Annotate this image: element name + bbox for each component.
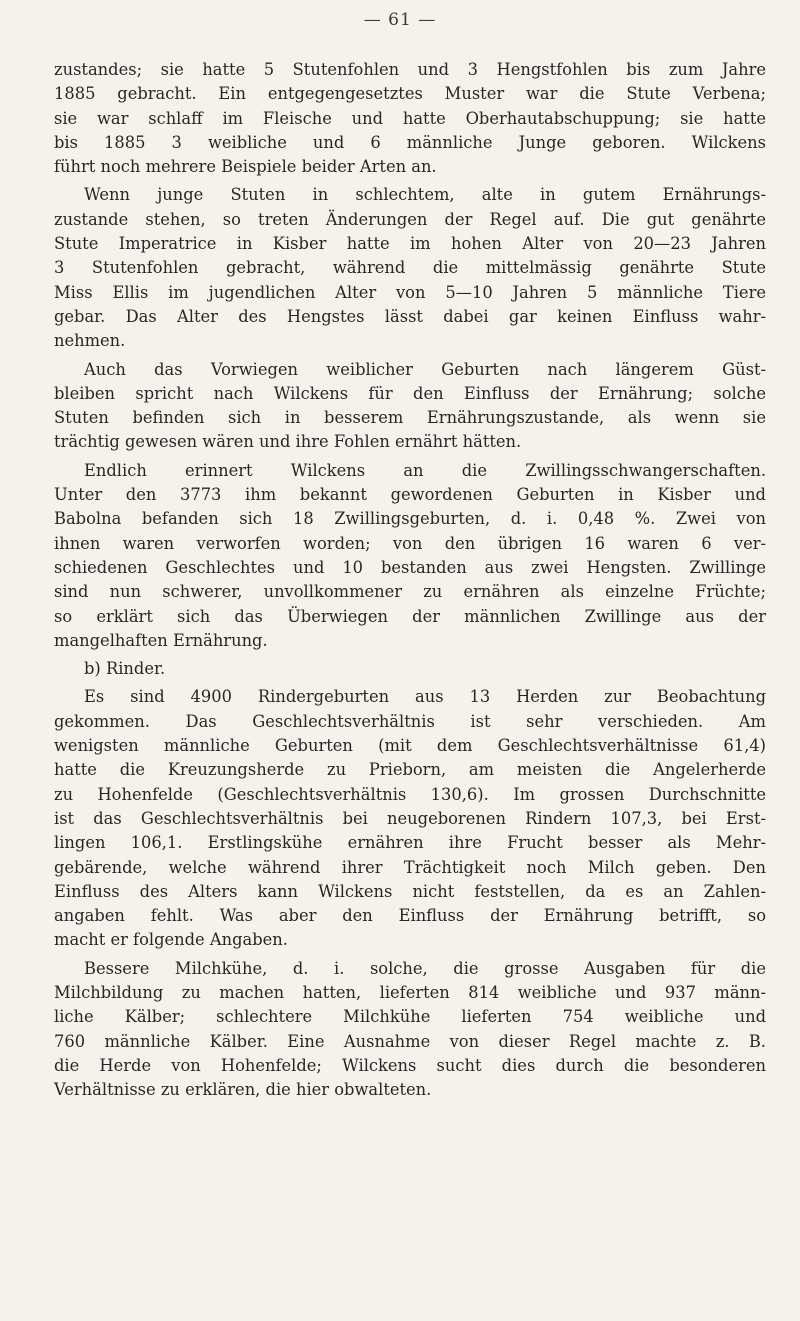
text-line: Wenn junge Stuten in schlechtem, alte in gutem Ernährungs-	[84, 185, 766, 205]
text-line: Endlich erinnert Wilckens an die Zwillingsschwangerschaften.	[84, 460, 766, 480]
text-line: so erklärt sich das Überwiegen der männlichen Zwillinge aus der	[54, 606, 766, 626]
text-line: ist das Geschlechtsverhältnis bei neugeborenen Rindern 107,3, bei Erst-	[54, 808, 766, 828]
text-line: sie war schlaff im Fleische und hatte Oberhautabschuppung; sie hatte	[54, 108, 766, 128]
section-heading-text: b) Rinder.	[84, 659, 166, 679]
text-line: angaben fehlt. Was aber den Einfluss der Ernährung betrifft, so	[54, 906, 766, 926]
text-line: zustandes; sie hatte 5 Stutenfohlen und 3 Hengstfohlen bis zum Jahre	[54, 60, 766, 79]
paragraph	[54, 685, 766, 952]
text-line: bis 1885 3 weibliche und 6 männliche Junge geboren. Wilckens	[54, 132, 766, 152]
paragraph	[54, 957, 766, 1103]
text-line: Es sind 4900 Rindergeburten aus 13 Herden zur Beobachtung	[84, 687, 766, 707]
text-line: Milchbildung zu machen hatten, lieferten 814 weibliche und 937 männ-	[54, 982, 766, 1002]
paragraph	[54, 459, 766, 653]
text-line: zu Hohenfelde (Geschlechtsverhältnis 130,6). Im grossen Durchschnitte	[54, 784, 766, 804]
body-text	[54, 58, 766, 1102]
text-line: 1885 gebracht. Ein entgegengesetztes Muster war die Stute Verbena;	[54, 84, 766, 104]
text-line: wenigsten männliche Geburten (mit dem Geschlechtsverhältnisse 61,4)	[54, 736, 766, 756]
text-line: Stuten befinden sich in besserem Ernährungszustande, als wenn sie	[54, 408, 766, 428]
text-line: Stute Imperatrice in Kisber hatte im hohen Alter von 20—23 Jahren	[54, 234, 766, 254]
text-line: trächtig gewesen wären und ihre Fohlen ernährt hätten.	[54, 432, 522, 452]
text-line: zustande stehen, so treten Änderungen der Regel auf. Die gut genährte	[54, 209, 766, 229]
text-line: nehmen.	[54, 331, 126, 351]
text-line: sind nun schwerer, unvollkommener zu ernähren als einzelne Früchte;	[54, 582, 766, 602]
text-line: Miss Ellis im jugendlichen Alter von 5—10 Jahren 5 männliche Tiere	[54, 282, 766, 302]
paragraph	[54, 183, 766, 353]
text-line: führt noch mehrere Beispiele beider Arten an.	[54, 157, 437, 177]
text-line: ihnen waren verworfen worden; von den übrigen 16 waren 6 ver-	[54, 533, 766, 553]
paragraph	[54, 58, 766, 179]
text-line: liche Kälber; schlechtere Milchkühe lieferten 754 weibliche und	[54, 1007, 766, 1027]
section-heading	[54, 657, 766, 681]
text-line: mangelhaften Ernährung.	[54, 630, 268, 650]
text-line: Auch das Vorwiegen weiblicher Geburten nach längerem Güst-	[84, 359, 766, 379]
text-line: hatte die Kreuzungsherde zu Prieborn, am meisten die Angelerherde	[54, 760, 766, 780]
text-line: macht er folgende Angaben.	[54, 930, 288, 950]
text-line: gebar. Das Alter des Hengstes lässt dabei gar keinen Einfluss wahr-	[54, 306, 766, 326]
text-line: 3 Stutenfohlen gebracht, während die mittelmässig genährte Stute	[54, 258, 766, 278]
text-line: Einfluss des Alters kann Wilckens nicht feststellen, da es an Zahlen-	[54, 881, 766, 901]
text-line: die Herde von Hohenfelde; Wilckens sucht dies durch die besonderen	[54, 1055, 766, 1075]
text-line: schiedenen Geschlechtes und 10 bestanden aus zwei Hengsten. Zwillinge	[54, 557, 766, 577]
text-line: bleiben spricht nach Wilckens für den Einfluss der Ernährung; solche	[54, 383, 766, 403]
text-line: lingen 106,1. Erstlingskühe ernähren ihre Frucht besser als Mehr-	[54, 833, 766, 853]
text-line: Bessere Milchkühe, d. i. solche, die grosse Ausgaben für die	[84, 958, 766, 978]
text-line: gebärende, welche während ihrer Trächtigkeit noch Milch geben. Den	[54, 857, 766, 877]
text-line: gekommen. Das Geschlechtsverhältnis ist sehr verschieden. Am	[54, 711, 766, 731]
text-line: Unter den 3773 ihm bekannt gewordenen Geburten in Kisber und	[54, 485, 766, 505]
text-line: Babolna befanden sich 18 Zwillingsgeburten, d. i. 0,48 %. Zwei von	[54, 509, 766, 529]
page-number: — 61 —	[363, 10, 437, 30]
text-line: Verhältnisse zu erklären, die hier obwalteten.	[54, 1080, 432, 1100]
text-line: 760 männliche Kälber. Eine Ausnahme von dieser Regel machte z. B.	[54, 1031, 766, 1051]
paragraph	[54, 358, 766, 455]
